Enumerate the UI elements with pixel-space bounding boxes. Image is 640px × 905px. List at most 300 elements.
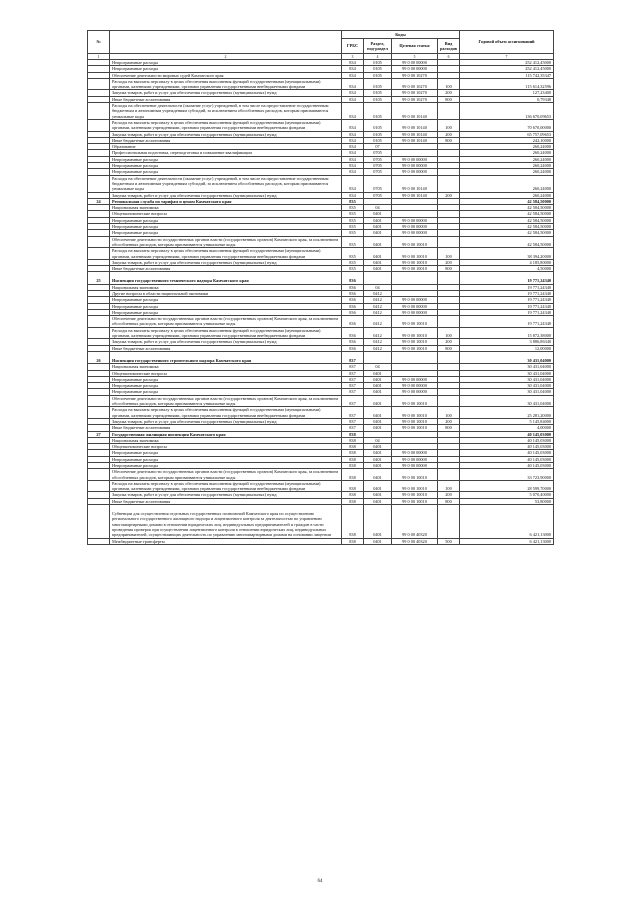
grbs-code: 837: [342, 389, 364, 395]
header-amount: Годовой объем ассигнований: [460, 31, 554, 54]
amount-value: 4,50000: [460, 266, 554, 272]
expense-name: Непрограммные расходы: [110, 303, 342, 309]
expense-name: Расходы на обеспечение деятельности (оказание услуг) учреждений, в том числе на предоставление государственным бюджетным и автономным учреждениям субсидий, за исключением обособленных расходов, которым присваиваются уникальные коды: [110, 175, 342, 192]
expense-type-code: [438, 395, 460, 407]
target-code: 99 0 00 10010: [392, 316, 438, 328]
amount-value: 19 771,24340: [460, 303, 554, 309]
row-number: [88, 505, 110, 538]
target-code: 99 0 00 00000: [392, 224, 438, 230]
target-code: 99 0 00 10010: [392, 259, 438, 265]
amount-value: 252 412,45000: [460, 60, 554, 66]
grbs-code: 836: [342, 345, 364, 351]
expense-type-code: 100: [438, 119, 460, 131]
grbs-code: 837: [342, 407, 364, 419]
target-code: 99 0 00 10010: [392, 345, 438, 351]
amount-value: 33 723,90000: [460, 469, 554, 481]
row-number: [88, 407, 110, 419]
amount-value: 242,10000: [460, 137, 554, 143]
amount-value: 53,80000: [460, 498, 554, 504]
grbs-code: 835: [342, 259, 364, 265]
expense-name: Расходы на обеспечение деятельности (оказание услуг) учреждений, в том числе на предоставление государственным бюджетным и автономным учреждениям субсидий, за исключением обособленных расходов, которым присваиваются уникальные коды: [110, 103, 342, 120]
expense-type-code: 500: [438, 538, 460, 544]
section-code: 0105: [364, 119, 392, 131]
row-number: [88, 248, 110, 260]
expense-name: Иные бюджетные ассигнования: [110, 96, 342, 102]
section-code: 0401: [364, 383, 392, 389]
amount-value: 30 431,04000: [460, 351, 554, 363]
section-code: 0401: [364, 469, 392, 481]
grbs-code: 834: [342, 90, 364, 96]
expense-name: Непрограммные расходы: [110, 463, 342, 469]
header-grbs: ГРБС: [342, 39, 364, 54]
target-code: 99 0 00 10010: [392, 498, 438, 504]
row-number: [88, 395, 110, 407]
grbs-code: 834: [342, 103, 364, 120]
section-code: 0105: [364, 137, 392, 143]
target-code: 99 0 00 00000: [392, 169, 438, 175]
section-code: 0401: [364, 370, 392, 376]
expense-type-code: [438, 469, 460, 481]
grbs-code: 834: [342, 137, 364, 143]
target-code: 99 0 00 00000: [392, 156, 438, 162]
amount-value: 6 421,13000: [460, 505, 554, 538]
grbs-code: 835: [342, 266, 364, 272]
amount-value: 42 584,50000: [460, 211, 554, 217]
grbs-code: 837: [342, 351, 364, 363]
row-number: [88, 316, 110, 328]
amount-value: 40 145,03000: [460, 431, 554, 437]
expense-name: Региональная служба по тарифам и ценам Камчатского края: [110, 198, 342, 204]
expense-name: Закупка товаров, работ и услуг для обеспечения государственных (муниципальных) нужд: [110, 90, 342, 96]
table-row: [88, 272, 554, 284]
target-code: 99 0 00 40320: [392, 505, 438, 538]
expense-name: Закупка товаров, работ и услуг для обеспечения государственных (муниципальных) нужд: [110, 131, 342, 137]
target-code: 99 0 00 00000: [392, 456, 438, 462]
target-code: 99 0 00 00000: [392, 297, 438, 303]
section-code: 0401: [364, 248, 392, 260]
expense-name: Непрограммные расходы: [110, 389, 342, 395]
grbs-code: 837: [342, 370, 364, 376]
amount-value: 12,00000: [460, 345, 554, 351]
expense-name: Обеспечение деятельности мировых судей Камчатского края: [110, 72, 342, 78]
row-number: [88, 78, 110, 90]
row-number: 27: [88, 431, 110, 437]
grbs-code: 837: [342, 418, 364, 424]
table-row: [88, 119, 554, 131]
amount-value: 40 145,03000: [460, 463, 554, 469]
grbs-code: 837: [342, 376, 364, 382]
grbs-code: 836: [342, 290, 364, 296]
table-row: [88, 248, 554, 260]
amount-value: 19 771,24340: [460, 272, 554, 284]
grbs-code: 834: [342, 78, 364, 90]
section-code: 0401: [364, 224, 392, 230]
target-code: 99 0 00 10010: [392, 480, 438, 492]
section-code: 0105: [364, 78, 392, 90]
grbs-code: 834: [342, 144, 364, 150]
target-code: 99 0 00 10010: [392, 395, 438, 407]
grbs-code: 836: [342, 303, 364, 309]
section-code: 0401: [364, 538, 392, 544]
amount-value: 5 145,84000: [460, 418, 554, 424]
target-code: 99 0 00 10010: [392, 248, 438, 260]
amount-value: 136 670,09653: [460, 103, 554, 120]
grbs-code: 838: [342, 498, 364, 504]
target-code: 99 0 00 10010: [392, 407, 438, 419]
target-code: 99 0 00 10010: [392, 236, 438, 248]
row-number: 24: [88, 198, 110, 204]
expense-type-code: 200: [438, 192, 460, 198]
expense-type-code: [438, 175, 460, 192]
section-code: 0412: [364, 339, 392, 345]
target-code: 99 0 00 10010: [392, 327, 438, 339]
table-header: [88, 31, 554, 60]
section-code: 0401: [364, 230, 392, 236]
row-number: [88, 538, 110, 544]
amount-value: 4,00000: [460, 425, 554, 431]
grbs-code: 838: [342, 492, 364, 498]
target-code: [392, 351, 438, 363]
table-row: [88, 538, 554, 544]
table-row: [88, 316, 554, 328]
section-code: 0105: [364, 90, 392, 96]
expense-name: Обеспечение деятельности государственных органов власти (государственных органов) Камчатского края, за исключением обособленных расходов, которым присваиваются уникальные коды: [110, 469, 342, 481]
amount-value: 42 584,50000: [460, 230, 554, 236]
amount-value: 127,23400: [460, 90, 554, 96]
grbs-code: 837: [342, 383, 364, 389]
target-code: 99 0 00 10010: [392, 492, 438, 498]
target-code: 99 0 00 40320: [392, 538, 438, 544]
section-code: 0705: [364, 150, 392, 156]
expense-name: Инспекция государственного строительного надзора Камчатского края: [110, 351, 342, 363]
expense-type-code: [438, 351, 460, 363]
grbs-code: 835: [342, 230, 364, 236]
section-code: [364, 351, 392, 363]
expense-name: Расходы на выплаты персоналу в целях обеспечения выполнения функций государственными (муниципальными) органами, казенными учреждениями, органами управления государственными внебюджетными фондами: [110, 327, 342, 339]
header-target: Целевая статья: [392, 39, 438, 54]
amount-value: 30 431,04000: [460, 376, 554, 382]
expense-type-code: 800: [438, 345, 460, 351]
section-code: 0401: [364, 211, 392, 217]
section-code: 0401: [364, 259, 392, 265]
section-code: 0412: [364, 309, 392, 315]
expense-name: Расходы на выплаты персоналу в целях обеспечения выполнения функций государственными (муниципальными) органами, казенными учреждениями, органами управления государственными внебюджетными фондами: [110, 248, 342, 260]
grbs-code: 834: [342, 156, 364, 162]
expense-name: Расходы на выплаты персоналу в целях обеспечения выполнения функций государственными (муниципальными) органами, казенными учреждениями, органами управления государственными внебюджетными фондами: [110, 407, 342, 419]
table-row: [88, 505, 554, 538]
section-code: 04: [364, 437, 392, 443]
amount-value: 38 394,20000: [460, 248, 554, 260]
expense-name: Закупка товаров, работ и услуг для обеспечения государственных (муниципальных) нужд: [110, 418, 342, 424]
expense-name: Расходы на выплаты персоналу в целях обеспечения выполнения функций государственными (муниципальными) органами, казенными учреждениями, органами управления государственными внебюджетными фондами: [110, 78, 342, 90]
grbs-code: 837: [342, 364, 364, 370]
grbs-code: 834: [342, 175, 364, 192]
section-code: 0105: [364, 96, 392, 102]
section-code: 0705: [364, 163, 392, 169]
table-row: [88, 175, 554, 192]
expense-type-code: 100: [438, 480, 460, 492]
expense-type-code: 100: [438, 327, 460, 339]
expense-name: Иные бюджетные ассигнования: [110, 425, 342, 431]
section-code: 0412: [364, 290, 392, 296]
amount-value: 30 431,04000: [460, 383, 554, 389]
amount-value: 19 771,24340: [460, 316, 554, 328]
section-code: 0401: [364, 444, 392, 450]
row-number: 25: [88, 272, 110, 284]
section-code: 0705: [364, 169, 392, 175]
expense-name: Непрограммные расходы: [110, 230, 342, 236]
section-code: 0401: [364, 450, 392, 456]
grbs-code: 835: [342, 217, 364, 223]
amount-value: 260,24000: [460, 144, 554, 150]
section-code: [364, 272, 392, 284]
grbs-code: 838: [342, 505, 364, 538]
target-code: 99 0 00 10010: [392, 266, 438, 272]
expense-name: Непрограммные расходы: [110, 309, 342, 315]
budget-sheet: [87, 30, 553, 545]
table-body: [88, 60, 554, 545]
section-code: 0412: [364, 297, 392, 303]
amount-value: 28 599,70000: [460, 480, 554, 492]
expense-type-code: 800: [438, 266, 460, 272]
expense-name: Непрограммные расходы: [110, 224, 342, 230]
grbs-code: 834: [342, 96, 364, 102]
amount-value: 5 070,40000: [460, 492, 554, 498]
amount-value: 260,24000: [460, 156, 554, 162]
section-code: 0705: [364, 192, 392, 198]
amount-value: 40 145,03000: [460, 437, 554, 443]
target-code: 99 0 00 10140: [392, 137, 438, 143]
section-code: 0412: [364, 316, 392, 328]
section-code: 0401: [364, 236, 392, 248]
amount-value: 65 757,09653: [460, 131, 554, 137]
row-number: [88, 103, 110, 120]
target-code: 99 0 00 00000: [392, 230, 438, 236]
index-cell: 6: [438, 54, 460, 60]
amount-value: 19 771,24340: [460, 290, 554, 296]
row-number: [88, 119, 110, 131]
amount-value: 42 584,50000: [460, 217, 554, 223]
target-code: 99 0 00 00000: [392, 389, 438, 395]
expense-name: Иные бюджетные ассигнования: [110, 345, 342, 351]
grbs-code: 834: [342, 169, 364, 175]
grbs-code: 836: [342, 339, 364, 345]
expense-name: Обеспечение деятельности государственных органов власти (государственных органов) Камчатского края, за исключением обособленных расходов, которым присваиваются уникальные коды: [110, 316, 342, 328]
target-code: 99 0 00 10270: [392, 72, 438, 78]
target-code: 99 0 00 10140: [392, 175, 438, 192]
table-row: [88, 103, 554, 120]
expense-name: Обеспечение деятельности государственных органов власти (государственных органов) Камчатского края, за исключением обособленных расходов, которым присваиваются уникальные коды: [110, 236, 342, 248]
expense-type-code: 100: [438, 407, 460, 419]
expense-name: Непрограммные расходы: [110, 163, 342, 169]
section-code: 0401: [364, 395, 392, 407]
expense-name: Инспекция государственного технического надзора Камчатского края: [110, 272, 342, 284]
target-code: [392, 272, 438, 284]
section-code: 0401: [364, 505, 392, 538]
index-cell: 2: [110, 54, 342, 60]
target-code: 99 0 00 00000: [392, 66, 438, 72]
header-name: [110, 31, 342, 54]
amount-value: 40 145,03000: [460, 444, 554, 450]
amount-value: 3 886,86340: [460, 339, 554, 345]
expense-name: Расходы на выплаты персоналу в целях обеспечения выполнения функций государственными (муниципальными) органами, казенными учреждениями, органами управления государственными внебюджетными фондами: [110, 119, 342, 131]
target-code: 99 0 00 00000: [392, 376, 438, 382]
grbs-code: 836: [342, 309, 364, 315]
grbs-code: 834: [342, 72, 364, 78]
expense-name: Непрограммные расходы: [110, 376, 342, 382]
expense-name: Непрограммные расходы: [110, 60, 342, 66]
amount-value: 42 584,50000: [460, 205, 554, 211]
expense-name: Национальная экономика: [110, 284, 342, 290]
expense-name: Общеэкономические вопросы: [110, 211, 342, 217]
expense-name: Непрограммные расходы: [110, 297, 342, 303]
expense-name: Иные бюджетные ассигнования: [110, 266, 342, 272]
amount-value: 19 771,24340: [460, 297, 554, 303]
grbs-code: 836: [342, 316, 364, 328]
grbs-code: 838: [342, 480, 364, 492]
grbs-code: 835: [342, 205, 364, 211]
section-code: 0412: [364, 303, 392, 309]
target-code: 99 0 00 00000: [392, 303, 438, 309]
grbs-code: 838: [342, 463, 364, 469]
expense-name: Иные бюджетные ассигнования: [110, 137, 342, 143]
grbs-code: 834: [342, 163, 364, 169]
section-code: 0401: [364, 463, 392, 469]
expense-type-code: 200: [438, 418, 460, 424]
expense-name: Непрограммные расходы: [110, 217, 342, 223]
amount-value: 115 614,32596: [460, 78, 554, 90]
expense-name: Непрограммные расходы: [110, 66, 342, 72]
amount-value: 40 145,03000: [460, 450, 554, 456]
section-code: 0105: [364, 60, 392, 66]
row-number: [88, 236, 110, 248]
table-row: [88, 327, 554, 339]
amount-value: 40 145,03000: [460, 456, 554, 462]
table-row: [88, 480, 554, 492]
amount-value: 30 431,04000: [460, 370, 554, 376]
expense-name: Непрограммные расходы: [110, 169, 342, 175]
expense-name: Иные бюджетные ассигнования: [110, 498, 342, 504]
grbs-code: 834: [342, 60, 364, 66]
header-exp-type: Вид расходов: [438, 39, 460, 54]
header-section: Раздел, под-раздел: [364, 39, 392, 54]
target-code: 99 0 00 10270: [392, 96, 438, 102]
expense-name: Национальная экономика: [110, 364, 342, 370]
target-code: 99 0 00 10010: [392, 469, 438, 481]
table-row: [88, 469, 554, 481]
section-code: 07: [364, 144, 392, 150]
target-code: 99 0 00 00000: [392, 450, 438, 456]
table-row: [88, 78, 554, 90]
target-code: 99 0 00 10140: [392, 192, 438, 198]
expense-name: Субвенции для осуществления отдельных государственных полномочий Камчатского края по осуществлению регионального государственного жилищного надзора и лицензионного контроля за деятельностью по управлению многоквартирными домами в отношении юридических лиц, индивидуальных предпринимателей и граждан в части проведения проверок при осуществлении лицензионного контроля в отношении юридических лиц, индивидуальных предпринимателей, осуществляющих деятельность по управлению многоквартирными домами на основании лицензии: [110, 505, 342, 538]
amount-value: 19 771,24340: [460, 284, 554, 290]
budget-table: [87, 30, 554, 545]
expense-type-code: [438, 103, 460, 120]
amount-value: 19 771,24340: [460, 309, 554, 315]
expense-name: Непрограммные расходы: [110, 456, 342, 462]
row-number: [88, 327, 110, 339]
section-code: 0412: [364, 327, 392, 339]
amount-value: 252 412,45000: [460, 66, 554, 72]
section-code: 0401: [364, 425, 392, 431]
index-cell: 7: [460, 54, 554, 60]
row-number: 26: [88, 351, 110, 363]
expense-name: Непрограммные расходы: [110, 383, 342, 389]
page-number: 64: [317, 879, 323, 884]
section-code: 0401: [364, 217, 392, 223]
expense-type-code: [438, 272, 460, 284]
expense-type-code: 800: [438, 425, 460, 431]
target-code: 99 0 00 00000: [392, 463, 438, 469]
amount-value: 260,24000: [460, 169, 554, 175]
grbs-code: 838: [342, 456, 364, 462]
target-code: 99 0 00 10140: [392, 131, 438, 137]
grbs-code: 836: [342, 297, 364, 303]
expense-type-code: [438, 505, 460, 538]
expense-name: Расходы на выплаты персоналу в целях обеспечения выполнения функций государственными (муниципальными) органами, казенными учреждениями, органами управления государственными внебюджетными фондами: [110, 480, 342, 492]
grbs-code: 835: [342, 236, 364, 248]
amount-value: 260,24000: [460, 192, 554, 198]
row-number: [88, 175, 110, 192]
amount-value: 25 281,20000: [460, 407, 554, 419]
grbs-code: 835: [342, 198, 364, 204]
amount-value: 42 584,50000: [460, 236, 554, 248]
section-code: 0401: [364, 418, 392, 424]
index-cell: 4: [364, 54, 392, 60]
section-code: 0401: [364, 407, 392, 419]
grbs-code: 837: [342, 425, 364, 431]
section-code: 04: [364, 205, 392, 211]
expense-type-code: [438, 316, 460, 328]
section-code: 0705: [364, 175, 392, 192]
grbs-code: 838: [342, 469, 364, 481]
expense-name: Профессиональная подготовка, переподготовка и повышение квалификации: [110, 150, 342, 156]
grbs-code: 835: [342, 248, 364, 260]
grbs-code: 837: [342, 395, 364, 407]
section-code: 0401: [364, 376, 392, 382]
target-code: 99 0 00 10010: [392, 339, 438, 345]
amount-value: 260,24000: [460, 163, 554, 169]
expense-name: Закупка товаров, работ и услуг для обеспечения государственных (муниципальных) нужд: [110, 192, 342, 198]
row-number: [88, 480, 110, 492]
expense-name: Национальная экономика: [110, 437, 342, 443]
table-row: [88, 395, 554, 407]
expense-type-code: 200: [438, 339, 460, 345]
table-row: [88, 236, 554, 248]
grbs-code: 834: [342, 119, 364, 131]
expense-name: Закупка товаров, работ и услуг для обеспечения государственных (муниципальных) нужд: [110, 259, 342, 265]
amount-value: 42 584,50000: [460, 198, 554, 204]
grbs-code: 834: [342, 150, 364, 156]
expense-name: Общеэкономические вопросы: [110, 370, 342, 376]
amount-value: 70 670,00000: [460, 119, 554, 131]
expense-name: Государственная жилищная инспекция Камчатского края: [110, 431, 342, 437]
section-code: 04: [364, 284, 392, 290]
expense-type-code: [438, 236, 460, 248]
expense-type-code: 200: [438, 90, 460, 96]
expense-type-code: 800: [438, 498, 460, 504]
expense-type-code: 200: [438, 259, 460, 265]
grbs-code: 836: [342, 327, 364, 339]
expense-type-code: 800: [438, 137, 460, 143]
grbs-code: 836: [342, 272, 364, 284]
table-row: [88, 407, 554, 419]
section-code: 0105: [364, 66, 392, 72]
expense-name: Непрограммные расходы: [110, 450, 342, 456]
grbs-code: 838: [342, 538, 364, 544]
expense-type-code: 200: [438, 492, 460, 498]
